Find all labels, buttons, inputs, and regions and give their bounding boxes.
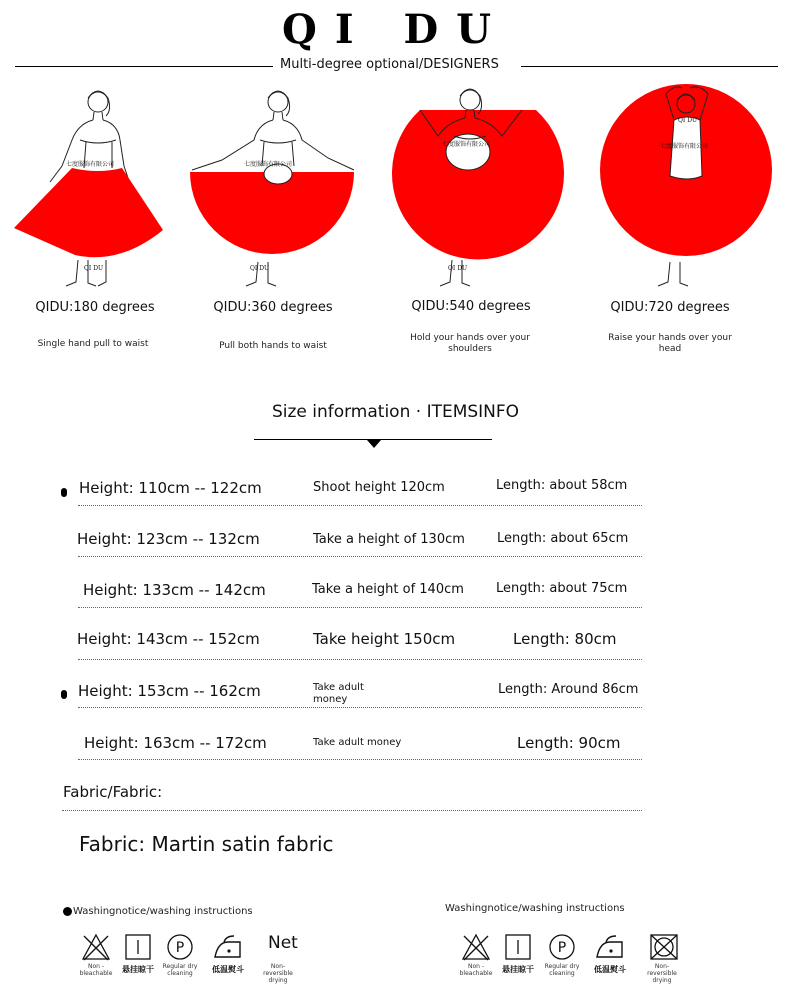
figure-360-degrees xyxy=(178,80,368,295)
svg-text:P: P xyxy=(175,940,185,956)
row-divider xyxy=(78,556,642,557)
hang-dry-label: 悬挂晾干 xyxy=(122,965,154,974)
low-iron-label: 低温熨斗 xyxy=(212,965,244,974)
size-row-length: Length: about 58cm xyxy=(496,478,628,493)
fabric-divider xyxy=(62,810,642,811)
skirt-540-illustration xyxy=(376,80,566,295)
row-bullet xyxy=(61,690,67,699)
degree-desc-180: Single hand pull to waist xyxy=(37,339,149,349)
size-row-shoot: Shoot height 120cm xyxy=(313,480,445,495)
size-info-title: Size information · ITEMSINFO xyxy=(271,402,520,422)
no-bleach-icon xyxy=(80,932,112,962)
size-row-length: Length: 80cm xyxy=(513,630,617,648)
wash-title-left: Washingnotice/washing instructions xyxy=(73,906,253,917)
low-iron-icon xyxy=(594,932,626,962)
size-row-height: Height: 110cm -- 122cm xyxy=(79,479,262,497)
degree-label-180: QIDU:180 degrees xyxy=(35,300,155,315)
header-subtitle: Multi-degree optional/DESIGNERS xyxy=(280,57,499,72)
logo-mark: QI DU xyxy=(84,265,104,272)
svg-text:P: P xyxy=(557,940,567,956)
size-row-shoot: Take a height of 140cm xyxy=(312,582,464,597)
row-divider xyxy=(78,659,642,660)
size-row-length: Length: 90cm xyxy=(517,734,621,752)
net-label: Net xyxy=(268,933,298,953)
no-bleach-label: Non -bleachable xyxy=(79,963,113,977)
low-iron-label: 低温熨斗 xyxy=(594,965,626,974)
logo-mark: QI DU xyxy=(448,265,468,272)
degree-label-360: QIDU:360 degrees xyxy=(213,300,333,315)
degree-label-540: QIDU:540 degrees xyxy=(411,299,531,314)
company-mark: 七度服饰有限公司 xyxy=(66,161,115,168)
size-row-height: Height: 123cm -- 132cm xyxy=(77,530,260,548)
header-rule-right xyxy=(521,66,778,67)
size-row-shoot: Take adult money xyxy=(313,682,364,705)
logo-mark: QI DU xyxy=(250,265,270,272)
down-arrow-icon xyxy=(367,440,381,449)
size-row-shoot: Take a height of 130cm xyxy=(313,532,465,547)
hang-dry-label: 悬挂晾干 xyxy=(502,965,534,974)
figure-540-degrees xyxy=(376,80,566,295)
hang-dry-icon xyxy=(502,932,534,962)
no-tumble-dry-icon xyxy=(648,932,680,962)
size-row-height: Height: 153cm -- 162cm xyxy=(78,682,261,700)
fabric-value: Fabric: Martin satin fabric xyxy=(79,832,334,856)
size-row-height: Height: 143cm -- 152cm xyxy=(77,630,260,648)
skirt-360-illustration xyxy=(178,80,368,295)
size-row-shoot: Take adult money xyxy=(313,737,402,748)
company-mark: 七度服饰有限公司 xyxy=(442,141,491,148)
size-row-shoot: Take height 150cm xyxy=(313,630,456,648)
figure-180-degrees xyxy=(0,80,190,295)
row-divider xyxy=(78,505,642,506)
header-rule-left xyxy=(15,66,273,67)
degree-desc-720: Raise your hands over your head xyxy=(608,333,732,354)
no-bleach-icon xyxy=(460,932,492,962)
non-reversible-label: Non-reversible drying xyxy=(647,963,677,984)
skirt-720-illustration xyxy=(590,80,780,295)
brand-title: QI DU xyxy=(281,6,510,53)
hang-dry-icon xyxy=(122,932,154,962)
degree-desc-360: Pull both hands to waist xyxy=(219,341,327,351)
size-row-length: Length: about 65cm xyxy=(497,531,629,546)
row-divider xyxy=(78,759,642,760)
company-mark: 七度服饰有限公司 xyxy=(244,161,293,168)
size-row-height: Height: 133cm -- 142cm xyxy=(83,581,266,599)
size-row-length: Length: about 75cm xyxy=(496,581,628,596)
degree-desc-540: Hold your hands over your shoulders xyxy=(410,333,530,354)
size-row-length: Length: Around 86cm xyxy=(498,682,639,697)
dry-clean-label: Regular dry cleaning xyxy=(544,963,580,977)
row-divider xyxy=(78,707,642,708)
logo-mark: QI DU xyxy=(678,117,698,124)
fabric-heading: Fabric/Fabric: xyxy=(63,783,163,801)
skirt-180-illustration xyxy=(0,80,190,295)
dry-clean-icon xyxy=(164,932,196,962)
wash-bullet xyxy=(63,907,72,916)
degree-label-720: QIDU:720 degrees xyxy=(610,300,730,315)
row-divider xyxy=(78,607,642,608)
wash-title-right: Washingnotice/washing instructions xyxy=(445,903,625,914)
dry-clean-label: Regular dry cleaning xyxy=(162,963,198,977)
size-row-height: Height: 163cm -- 172cm xyxy=(84,734,267,752)
low-iron-icon xyxy=(212,932,244,962)
non-reversible-label: Non-reversible drying xyxy=(263,963,293,984)
no-bleach-label: Non -bleachable xyxy=(459,963,493,977)
row-bullet xyxy=(61,488,67,497)
dry-clean-icon xyxy=(546,932,578,962)
company-mark: 七度服饰有限公司 xyxy=(660,143,709,150)
figure-720-degrees xyxy=(590,80,780,295)
